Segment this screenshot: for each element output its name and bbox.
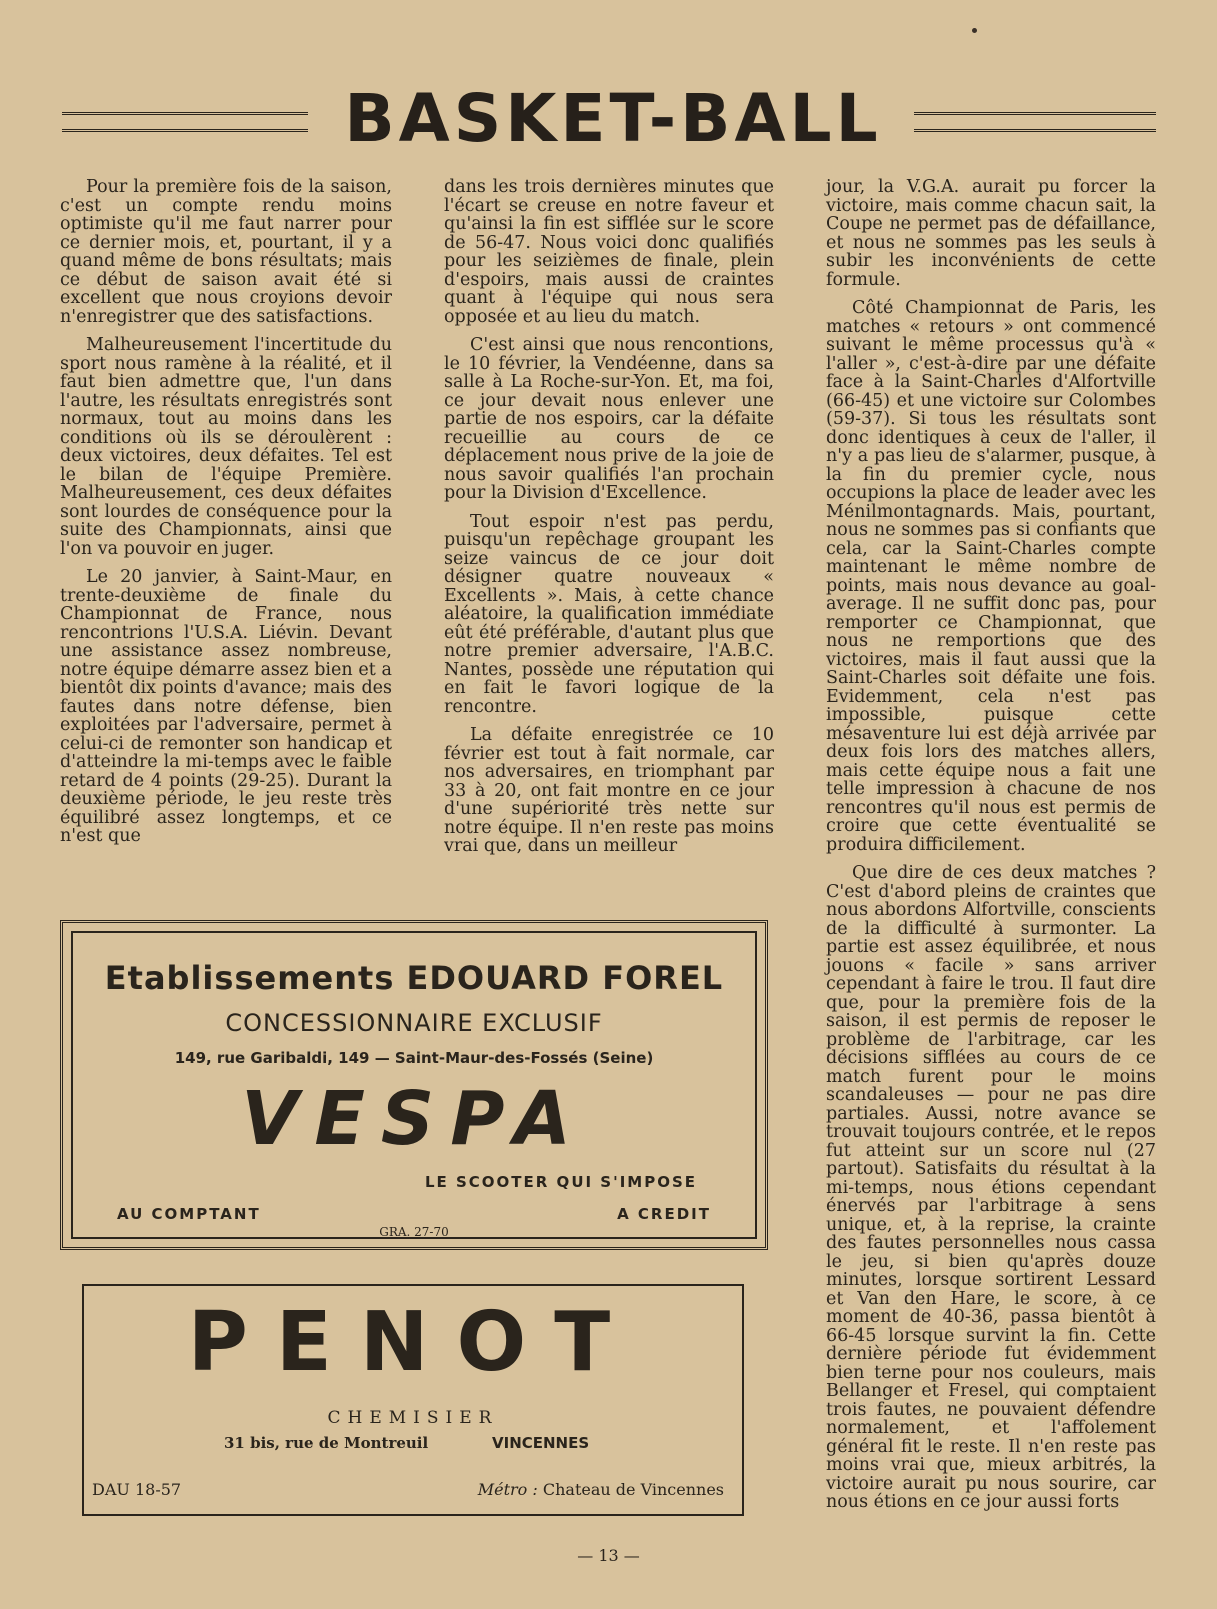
metro-info	[478, 1480, 724, 1499]
shop-name: PENOT	[187, 1295, 639, 1390]
shop-address: 31 bis, rue de Montreuil	[224, 1434, 429, 1452]
paragraph: Côté Championnat de Paris, les matches « retours » ont commencé suivant le même processus qu'à « l'aller », c'est-à-dire par une défaite face à la Saint-Charles d'Alfortville (66-45) et une victoire sur Colombes (59-37). Si tous les résultats sont donc identiques à ceux de l'aller, il n'y a pas lieu de s'alarmer, pusque, à la fin du premier cycle, nous occupions la place de leader avec les Ménilmontagnards. Mais, pourtant, nous ne sommes pas si confiants que cela, car la Saint-Charles compte maintenant le même nombre de points, mais nous devance au goal-average. Il ne suffit donc pas, pour remporter ce Championnat, que nous ne remportions que des victoires, mais il faut aussi que la Saint-Charles soit défaite une fois. Evidemment, cela n'est pas impossible, puisque cette mésaventure lui est déjà arrivée par deux fois lors des matches allers, mais cette équipe nous a fait une telle impression à chacune de nos rencontres qu'il nous est permis de croire que cette éventualité se produira difficilement.	[826, 298, 1156, 855]
paragraph: jour, la V.G.A. aurait pu forcer la victoire, mais comme chacun sait, la Coupe ne permet pas de défaillance, et nous ne sommes pas les seuls à subir les inconvénients de cette formule.	[826, 177, 1156, 290]
metro-label: Métro :	[477, 1480, 538, 1499]
shop-trade: CHEMISIER	[327, 1408, 499, 1428]
paragraph: Pour la première fois de la saison, c'est un compte rendu moins optimiste qu'il me faut narrer pour ce dernier mois, et, pourtant, il y a quand même de bons résultats; mais ce début de saison avait été si excellent que nous croyions devoir n'enregistrer que des satisfactions.	[60, 177, 392, 327]
header-rule-left	[62, 112, 308, 132]
paragraph: Que dire de ces deux matches ? C'est d'abord pleins de craintes que nous abordons Alfortville, conscients de la difficulté à surmonter. La partie est assez équilibrée, et nous jouons « facile » sans arriver cependant à faire le trou. Il faut dire que, pour la première fois de la saison, il est permis de reposer le problème de l'arbitrage, car les décisions sifflées au cours de ce match furent pour le moins scandaleuses — pour ne pas dire partiales. Aussi, notre avance se trouvait toujours contrée, et le repos fut atteint sur un score nul (27 partout). Satisfaits du résultat à la mi-temps, nous étions cependant énervés par l'arbitrage à sens unique, et, à la reprise, la crainte des fautes personnelles nous cassa le jeu, si bien qu'après douze minutes, lorsque sortirent Lessard et Van den Hare, le score, à ce moment de 40-36, passa bientôt à 66-45 lorsque survint la fin. Cette dernière période fut évidemment bien terne pour nos couleurs, mais Bellanger et Fresel, qui comptaient trois fautes, ne pouvaient défendre normalement, et l'affolement général fit le reste. Il n'en reste pas moins vrai que, mieux arbitrés, la victoire aurait pu nous sourire, car nous étions en ce jour aussi forts	[826, 863, 1156, 1512]
concession-line: CONCESSIONNAIRE EXCLUSIF	[225, 1009, 603, 1037]
paragraph: Le 20 janvier, à Saint-Maur, en trente-deuxième de finale du Championnat de France, nous rencontrions l'U.S.A. Liévin. Devant une assistance assez nombreuse, notre équipe démarre assez bien et a bientôt dix points d'avance; mais des fautes dans notre défense, bien exploitées par l'adversaire, permet à celui-ci de remonter son handicap et d'atteindre la mi-temps avec le faible retard de 4 points (29-25). Durant la deuxième période, le jeu reste très équilibré assez longtemps, et ce n'est que	[60, 567, 392, 846]
payment-credit: A CREDIT	[617, 1205, 711, 1223]
paragraph: Malheureusement l'incertitude du sport nous ramène à la réalité, et il faut bien admettre que, l'un dans l'autre, les résultats enregistrés sont normaux, tout au moins dans les conditions où ils se déroulèrent : deux victoires, deux défaites. Tel est le bilan de l'équipe Première. Malheureusement, ces deux défaites sont lourdes de conséquence pour la suite des Championnats, ainsi que l'on va pouvoir en juger.	[60, 335, 392, 559]
advertisement-forel	[60, 920, 768, 1250]
paragraph: dans les trois dernières minutes que l'écart se creuse en notre faveur et qu'ainsi la fin est sifflée sur le score de 56-47. Nous voici donc qualifiés pour les seizièmes de finale, plein d'espoirs, mais aussi de craintes quant à l'équipe qui nous sera opposée et au lieu du match.	[444, 177, 774, 327]
ad-frame	[71, 931, 757, 1239]
article-column-2	[444, 178, 774, 866]
company-address: 149, rue Garibaldi, 149 — Saint-Maur-des-Fossés (Seine)	[174, 1049, 654, 1067]
brand-slogan: LE SCOOTER QUI S'IMPOSE	[424, 1173, 697, 1191]
section-header	[62, 80, 1156, 157]
article-column-3	[826, 178, 1156, 1522]
ink-dot	[972, 28, 977, 33]
paragraph: Tout espoir n'est pas perdu, puisqu'un repêchage groupant les seize vaincus de ce jour doit désigner quatre nouveaux « Excellents ». Mais, à cette chance aléatoire, la qualification immédiate eût été préférable, d'autant plus que notre premier adversaire, l'A.B.C. Nantes, possède une réputation qui en fait le favori logique de la rencontre.	[444, 511, 774, 717]
shop-phone: DAU 18-57	[92, 1480, 182, 1499]
page-number: — 13 —	[577, 1546, 640, 1565]
brand-logo: VESPA	[241, 1076, 587, 1162]
advertisement-penot	[82, 1284, 744, 1516]
payment-cash: AU COMPTANT	[117, 1205, 261, 1223]
phone-number: GRA. 27-70	[379, 1225, 449, 1239]
metro-station: Chateau de Vincennes	[542, 1480, 724, 1499]
header-rule-right	[914, 112, 1156, 132]
paragraph: La défaite enregistrée ce 10 février est tout à fait normale, car nos adversaires, en triomphant par 33 à 20, ont fait montre en ce jour d'une supériorité très nette sur notre équipe. Il n'en reste pas moins vrai que, dans un meilleur	[444, 725, 774, 856]
paragraph: C'est ainsi que nous rencontions, le 10 février, la Vendéenne, dans sa salle à La Roche-sur-Yon. Et, ma foi, ce jour devait nous enlever une partie de nos espoirs, car la défaite recueillie au cours de ce déplacement nous prive de la joie de nous savoir qualifiés l'an prochain pour la Division d'Excellence.	[444, 335, 774, 503]
article-column-1	[60, 178, 392, 856]
shop-city: VINCENNES	[492, 1434, 590, 1452]
section-title: BASKET-BALL	[344, 80, 882, 157]
company-name: Etablissements EDOUARD FOREL	[104, 959, 724, 997]
